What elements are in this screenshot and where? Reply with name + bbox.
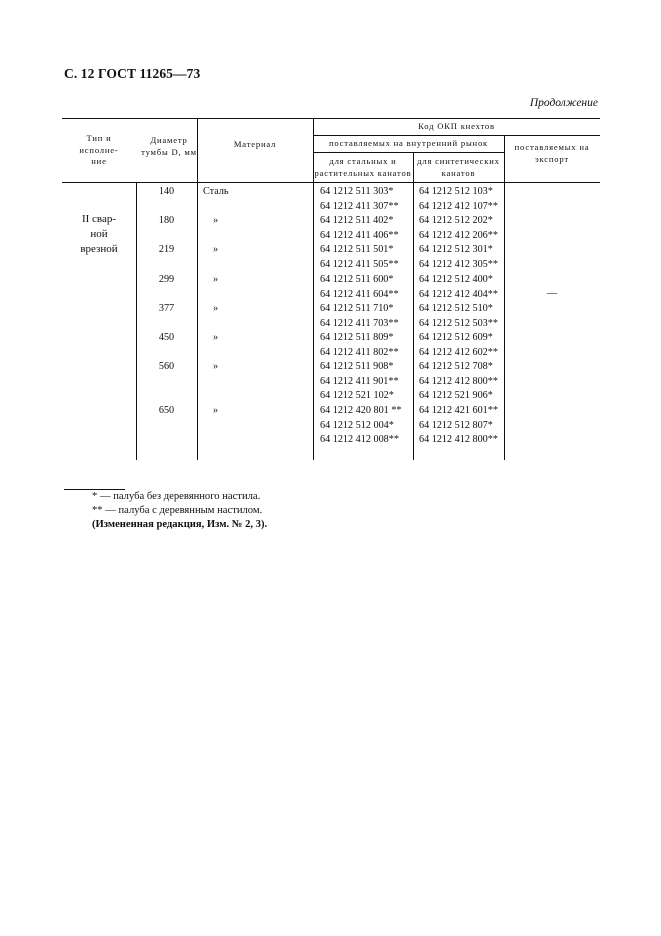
steel-code-cell: 64 1212 411 901** [320,376,399,387]
steel-code-cell: 64 1212 511 402* [320,215,394,226]
continuation-label: Продолжение [529,97,598,109]
synthetic-code-cell: 64 1212 521 906* [419,390,493,401]
synthetic-code-cell: 64 1212 412 404** [419,289,498,300]
diameter-cell: 650 [158,405,175,416]
synthetic-code-cell: 64 1212 512 708* [419,361,493,372]
diameter-cell: 299 [158,274,175,285]
synthetic-code-cell: 64 1212 412 800** [419,376,498,387]
footnote-2: ** — палуба с деревянным настилом. [92,505,263,516]
steel-code-cell: 64 1212 411 505** [320,259,399,270]
material-cell: » [213,274,219,285]
steel-code-cell: 64 1212 511 908* [320,361,394,372]
material-cell: » [213,215,219,226]
synthetic-code-cell: 64 1212 412 107** [419,201,498,212]
synthetic-code-cell: 64 1212 512 400* [419,274,493,285]
material-cell: » [213,332,219,343]
steel-code-cell: 64 1212 511 600* [320,274,394,285]
material-cell: » [213,303,219,314]
diameter-cell: 450 [158,332,175,343]
synthetic-code-cell: 64 1212 512 103* [419,186,493,197]
header-diameter: Диаметр тумбы D, мм [141,135,197,157]
footnote-amendment: (Измененная редакция, Изм. № 2, 3). [92,519,268,530]
export-value: — [546,288,558,299]
synthetic-code-cell: 64 1212 512 202* [419,215,493,226]
page-header: С. 12 ГОСТ 11265—73 [64,66,201,81]
steel-code-cell: 64 1212 521 102* [320,390,394,401]
synthetic-code-cell: 64 1212 512 503** [419,318,498,329]
material-cell: » [213,361,219,372]
material-cell: Сталь [203,186,229,197]
col-rule-4 [413,152,414,460]
material-cell: » [213,405,219,416]
diameter-cell: 219 [158,244,175,255]
steel-code-cell: 64 1212 511 303* [320,186,394,197]
okp-code-table [62,118,600,460]
synthetic-code-cell: 64 1212 412 602** [419,347,498,358]
header-okp-code: Код ОКП кнехтов [418,121,495,131]
domestic-header-rule [313,152,504,153]
material-cell: » [213,244,219,255]
synthetic-code-cell: 64 1212 512 807* [419,420,493,431]
steel-code-cell: 64 1212 511 809* [320,332,394,343]
diameter-cell: 560 [158,361,175,372]
diameter-cell: 377 [158,303,175,314]
steel-code-cell: 64 1212 411 604** [320,289,399,300]
steel-code-cell: 64 1212 411 802** [320,347,399,358]
header-type: Тип и исполне- ние [79,133,119,166]
synthetic-code-cell: 64 1212 512 301* [419,244,493,255]
footnote-rule [64,489,125,490]
steel-code-cell: 64 1212 420 801 ** [320,405,402,416]
header-synthetic-ropes: для синтетических канатов [417,156,500,178]
steel-code-cell: 64 1212 412 008** [320,434,399,445]
diameter-cell: 180 [158,215,175,226]
steel-code-cell: 64 1212 512 004* [320,420,394,431]
header-export: поставляемых на экспорт [514,142,590,164]
synthetic-code-cell: 64 1212 512 510* [419,303,493,314]
synthetic-code-cell: 64 1212 421 601** [419,405,498,416]
steel-code-cell: 64 1212 511 710* [320,303,394,314]
col-rule-2 [197,118,198,460]
steel-code-cell: 64 1212 411 703** [320,318,399,329]
okp-header-rule [313,135,600,136]
steel-code-cell: 64 1212 411 406** [320,230,399,241]
steel-code-cell: 64 1212 411 307** [320,201,399,212]
synthetic-code-cell: 64 1212 512 609* [419,332,493,343]
header-material: Материал [233,139,277,149]
footnote-1: * — палуба без деревянного настила. [92,491,261,502]
synthetic-code-cell: 64 1212 412 206** [419,230,498,241]
header-bottom-rule [62,182,600,183]
header-steel-ropes: для стальных и растительных канатов [314,156,412,178]
diameter-cell: 140 [158,186,175,197]
steel-code-cell: 64 1212 511 501* [320,244,394,255]
type-value: II свар- ной врезной [80,213,118,255]
synthetic-code-cell: 64 1212 412 800** [419,434,498,445]
table-top-rule [62,118,600,119]
synthetic-code-cell: 64 1212 412 305** [419,259,498,270]
header-domestic: поставляемых на внутренний рынок [328,138,489,148]
